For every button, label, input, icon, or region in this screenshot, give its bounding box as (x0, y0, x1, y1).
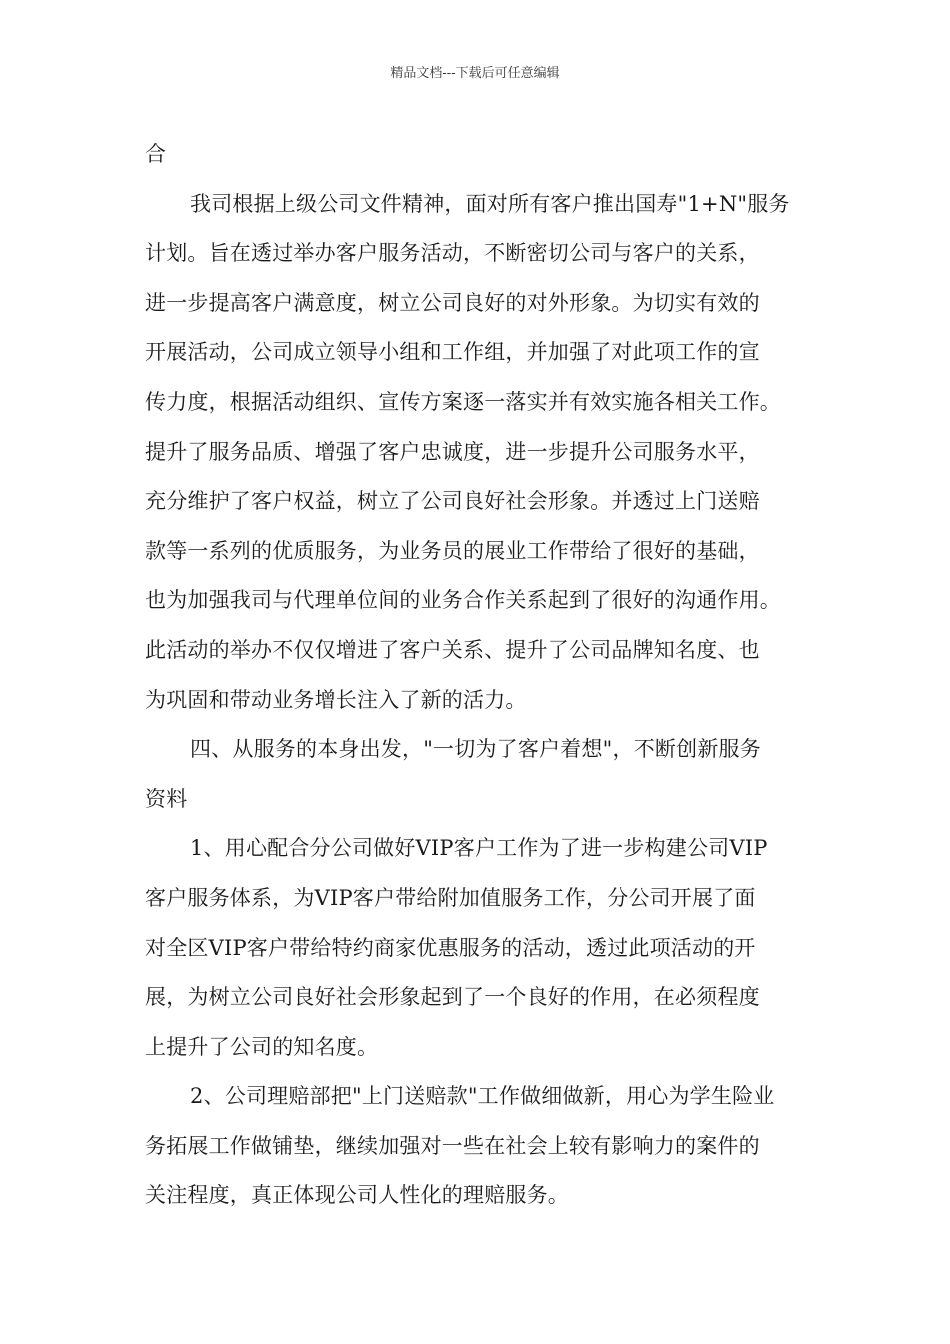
text-line: 我司根据上级公司文件精神，面对所有客户推出国寿"1+N"服务 (190, 191, 790, 216)
text-line: 客户服务体系，为VIP客户带给附加值服务工作，分公司开展了面 (145, 885, 756, 910)
text-line: 对全区VIP客户带给特约商家优惠服务的活动，透过此项活动的开 (145, 935, 756, 960)
document-body (145, 130, 805, 1221)
text-line: 也为加强我司与代理单位间的业务合作关系起到了很好的沟通作用。 (145, 588, 781, 613)
text-line: 资料 (145, 786, 188, 811)
text-line: 2、公司理赔部把"上门送赔款"工作做细做新，用心为学生险业 (190, 1084, 775, 1109)
text-line: 开展活动，公司成立领导小组和工作组，并加强了对此项工作的宣 (145, 340, 760, 365)
text-line: 1、用心配合分公司做好VIP客户工作为了进一步构建公司VIP (190, 836, 768, 861)
text-line: 款等一系列的优质服务，为业务员的展业工作带给了很好的基础， (145, 538, 760, 563)
text-line: 展，为树立公司良好社会形象起到了一个良好的作用，在必须程度 (145, 985, 760, 1010)
page-header: 精品文档---下载后可任意编辑 (390, 66, 560, 81)
text-line: 进一步提高客户满意度，树立公司良好的对外形象。为切实有效的 (145, 290, 760, 315)
text-line: 提升了服务品质、增强了客户忠诚度，进一步提升公司服务水平， (145, 439, 760, 464)
text-line: 上提升了公司的知名度。 (145, 1034, 379, 1059)
text-line: 传力度，根据活动组织、宣传方案逐一落实并有效实施各相关工作。 (145, 389, 781, 414)
text-line: 此活动的举办不仅仅增进了客户关系、提升了公司品牌知名度、也 (145, 637, 760, 662)
text-line: 计划。旨在透过举办客户服务活动，不断密切公司与客户的关系， (145, 241, 760, 266)
text-line: 四、从服务的本身出发，"一切为了客户着想"，不断创新服务 (190, 737, 761, 762)
text-line: 关注程度，真正体现公司人性化的理赔服务。 (145, 1183, 569, 1208)
text-line: 充分维护了客户权益，树立了公司良好社会形象。并透过上门送赔 (145, 489, 760, 514)
text-line: 合 (145, 142, 167, 166)
text-line: 为巩固和带动业务增长注入了新的活力。 (145, 687, 527, 712)
text-line: 务拓展工作做铺垫，继续加强对一些在社会上较有影响力的案件的 (145, 1133, 760, 1158)
